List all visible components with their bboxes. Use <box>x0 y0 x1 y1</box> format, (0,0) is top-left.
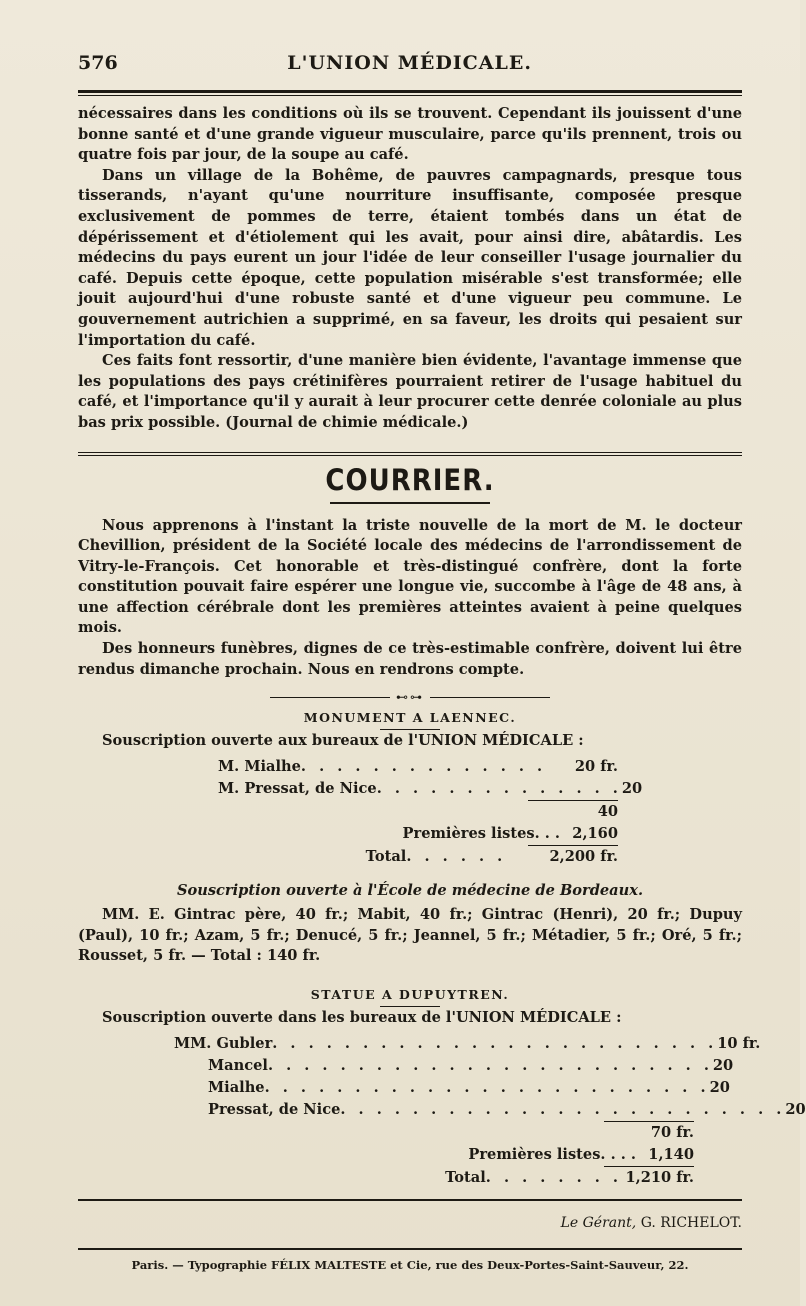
subtotal-row: 40 <box>597 803 618 821</box>
article-paragraph: nécessaires dans les conditions où ils se trouvent. Cependant ils jouissent d'une bonne santé et d'une grande vigueur musculaire, parce qu'ils prennent, trois ou quatre fois par jour, de la soupe au café. <box>78 105 742 164</box>
section-separator <box>78 452 742 456</box>
article-paragraph: Ces faits font ressortir, d'une manière bien évidente, l'avantage immense que les populations des pays crétinifères pourraient retirer de l'usage habituel du café, et l'importance qu'il y aurait à leur procurer cette denrée coloniale au plus bas prix possible. (Journal de chimie médicale.) <box>78 352 742 431</box>
laennec-table <box>218 756 643 868</box>
table-row: M. Mialhe . . . . . . . . . . . . . . 20 fr. <box>218 758 618 776</box>
bordeaux-caption: Souscription ouverte à l'École de médecine de Bordeaux. <box>176 882 644 900</box>
table-row: Mancel . . . . . . . . . . . . . . . . . . . . . . . . . 20 <box>208 1057 734 1075</box>
article-paragraph: Dans un village de la Bohême, de pauvres campagnards, presque tous tisserands, n'ayant qu'une nourriture insuffisante, composée presque exclusivement de pommes de terre, étaient tombés dans un état de dépérissement et d'étiolement qui les avait, pour ainsi dire, abâtardis. Les médecins du pays eurent un jour l'idée de leur conseiller l'usage journalier du café. Depuis cette époque, cette population misérable s'est transformée; elle jouit aujourd'hui d'une robuste santé et d'une vigueur peu commune. Le gouvernement autrichien a supprimé, en sa faveur, les droits qui pesaient sur l'importation du café. <box>78 166 742 349</box>
courrier-paragraph: Nous apprenons à l'instant la triste nouvelle de la mort de M. le docteur Chevillion, président de la Société locale des médecins de l'arrondissement de Vitry-le-François. Cet honorable et très-distingué confrère, dont la forte constitution pouvait faire espérer une longue vie, succombe à l'âge de 48 ans, à une affection cérébrale dont les premières atteintes avaient à peine quelques mois. <box>78 516 742 637</box>
table-row: Mialhe . . . . . . . . . . . . . . . . . . . . . . . . . 20 <box>208 1079 730 1097</box>
laennec-section <box>78 710 742 967</box>
total-row: Total . . . . . . . . 1,210 fr. <box>445 1169 694 1187</box>
total-row: Total . . . . . . 2,200 fr. <box>365 848 619 866</box>
header-rule-thin <box>78 95 742 96</box>
dupuytren-section <box>78 987 806 1189</box>
header-rule <box>78 90 742 93</box>
subtotal-row: 70 fr. <box>650 1124 694 1142</box>
closing-rule <box>78 1199 742 1201</box>
running-title: L'UNION MÉDICALE. <box>287 52 532 74</box>
courrier-title-rule <box>330 502 490 504</box>
page-header <box>78 52 742 82</box>
courrier-paragraph: Des honneurs funèbres, dignes de ce très-estimable confrère, doivent lui être rendus dimanche prochain. Nous en rendrons compte. <box>78 640 742 678</box>
imprint-footer <box>78 1248 742 1272</box>
gerant-signature: Le Gérant, G. RICHELOT. <box>560 1215 742 1232</box>
dupuytren-intro: Souscription ouverte dans les bureaux de l'UNION MÉDICALE : <box>102 1009 622 1027</box>
imprint-text: Paris. — Typographie FÉLIX MALTESTE et Cie, rue des Deux-Portes-Saint-Sauveur, 22. <box>131 1258 689 1272</box>
table-row: MM. Gubler . . . . . . . . . . . . . . . . . . . . . . . . . 10 fr. <box>174 1035 761 1053</box>
article-body <box>78 104 742 434</box>
bordeaux-text: MM. E. Gintrac père, 40 fr.; Mabit, 40 fr.; Gintrac (Henri), 20 fr.; Dupuy (Paul), 10 fr.; Azam, 5 fr.; Denucé, 5 fr.; Jeannel, 5 fr.; Métadier, 5 fr.; Oré, 5 fr.; Rousset, 5 fr. — Total : 140 fr. <box>78 906 742 965</box>
premieres-row: Premières listes. . . 2,160 <box>402 825 618 843</box>
courrier-body <box>78 516 742 681</box>
table-row: M. Pressat, de Nice . . . . . . . . . . . . . . 20 <box>218 780 643 798</box>
laennec-heading: MONUMENT A LAENNEC. <box>303 710 517 726</box>
premieres-row: Premières listes. . . . 1,140 <box>468 1146 694 1164</box>
laennec-intro: Souscription ouverte aux bureaux de l'UNION MÉDICALE : <box>102 732 584 750</box>
courrier-title: COURRIER. <box>325 463 495 498</box>
ornament-divider: ⊷⊶ <box>78 690 742 704</box>
imprint-rule <box>78 1248 742 1250</box>
page-number: 576 <box>78 52 118 74</box>
dupuytren-table <box>174 1033 806 1189</box>
table-row: Pressat, de Nice . . . . . . . . . . . . . . . . . . . . . . . . . 20 <box>208 1101 806 1119</box>
dupuytren-heading: STATUE A DUPUYTREN. <box>310 987 510 1003</box>
